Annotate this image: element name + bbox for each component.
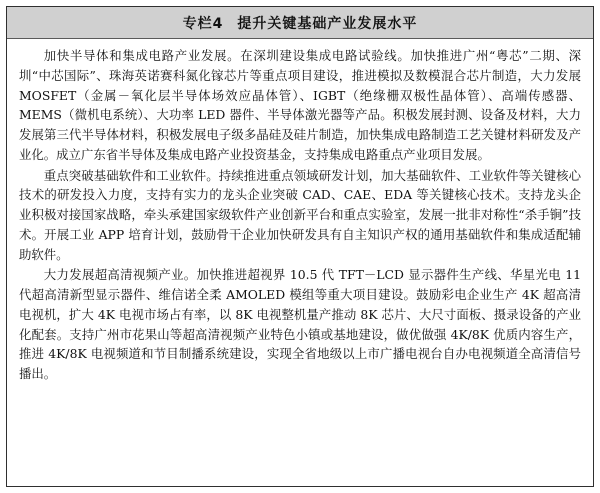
box-title-text: 提升关键基础产业发展水平	[237, 15, 418, 32]
box-content	[19, 46, 581, 385]
paragraph-uhd-video: 大力发展超高清视频产业。加快推进超视界 10.5 代 TFT－LCD 显示器件生产线、华星光电 11 代超高清新型显示器件、维信诺全柔 AMOLED 模组等重大项目建设。鼓励彩电企业生产 4K 超高清电视机，扩大 4K 电视市场占有率，以 8K 电视整机量产推动 8K 芯片、大尺寸面板、摄录设备的产业化配套。支持广州市花果山等超高清视频产业特色小镇或基地建设，做优做强 4K/8K 优质内容生产，推进 4K/8K 电视频道和节目制播系统建设，实现全省地级以上市广播电视台自办电视频道全高清信号播出。	[19, 267, 581, 381]
box-header	[7, 7, 593, 39]
paragraph-semiconductors: 加快半导体和集成电路产业发展。在深圳建设集成电路试验线。加快推进广州“粤芯”二期、深圳“中芯国际”、珠海英诺赛科氮化镓芯片等重点项目建设，推进模拟及数模混合芯片制造，大力发展 MOSFET（金属－氧化层半导体场效应晶体管）、IGBT（绝缘栅双极性晶体管）、高端传感器、MEMS（微机电系统）、大功率 LED 器件、半导体激光器等产品。积极发展封测、设备及材料，大力发展第三代半导体材料，积极发展电子级多晶硅及硅片制造，加快集成电路制造工艺关键材料研发及产业化。成立广东省半导体及集成电路产业投资基金，支持集成电路重点产业项目发展。	[19, 48, 581, 162]
sidebar-box	[6, 6, 594, 487]
paragraph-software: 重点突破基础软件和工业软件。持续推进重点领域研发计划，加大基础软件、工业软件等关键核心技术的研发投入力度，支持有实力的龙头企业突破 CAD、CAE、EDA 等关键核心技术。支持龙头企业积极对接国家战略，牵头承建国家级软件产业创新平台和重点实验室，发展一批非对称性“杀手锏”技术。开展工业 APP 培育计划，鼓励骨干企业加快研发具有自主知识产权的通用基础软件和集成适配辅助软件。	[19, 167, 581, 262]
box-label: 专栏4	[182, 15, 224, 32]
box-title	[183, 13, 418, 33]
